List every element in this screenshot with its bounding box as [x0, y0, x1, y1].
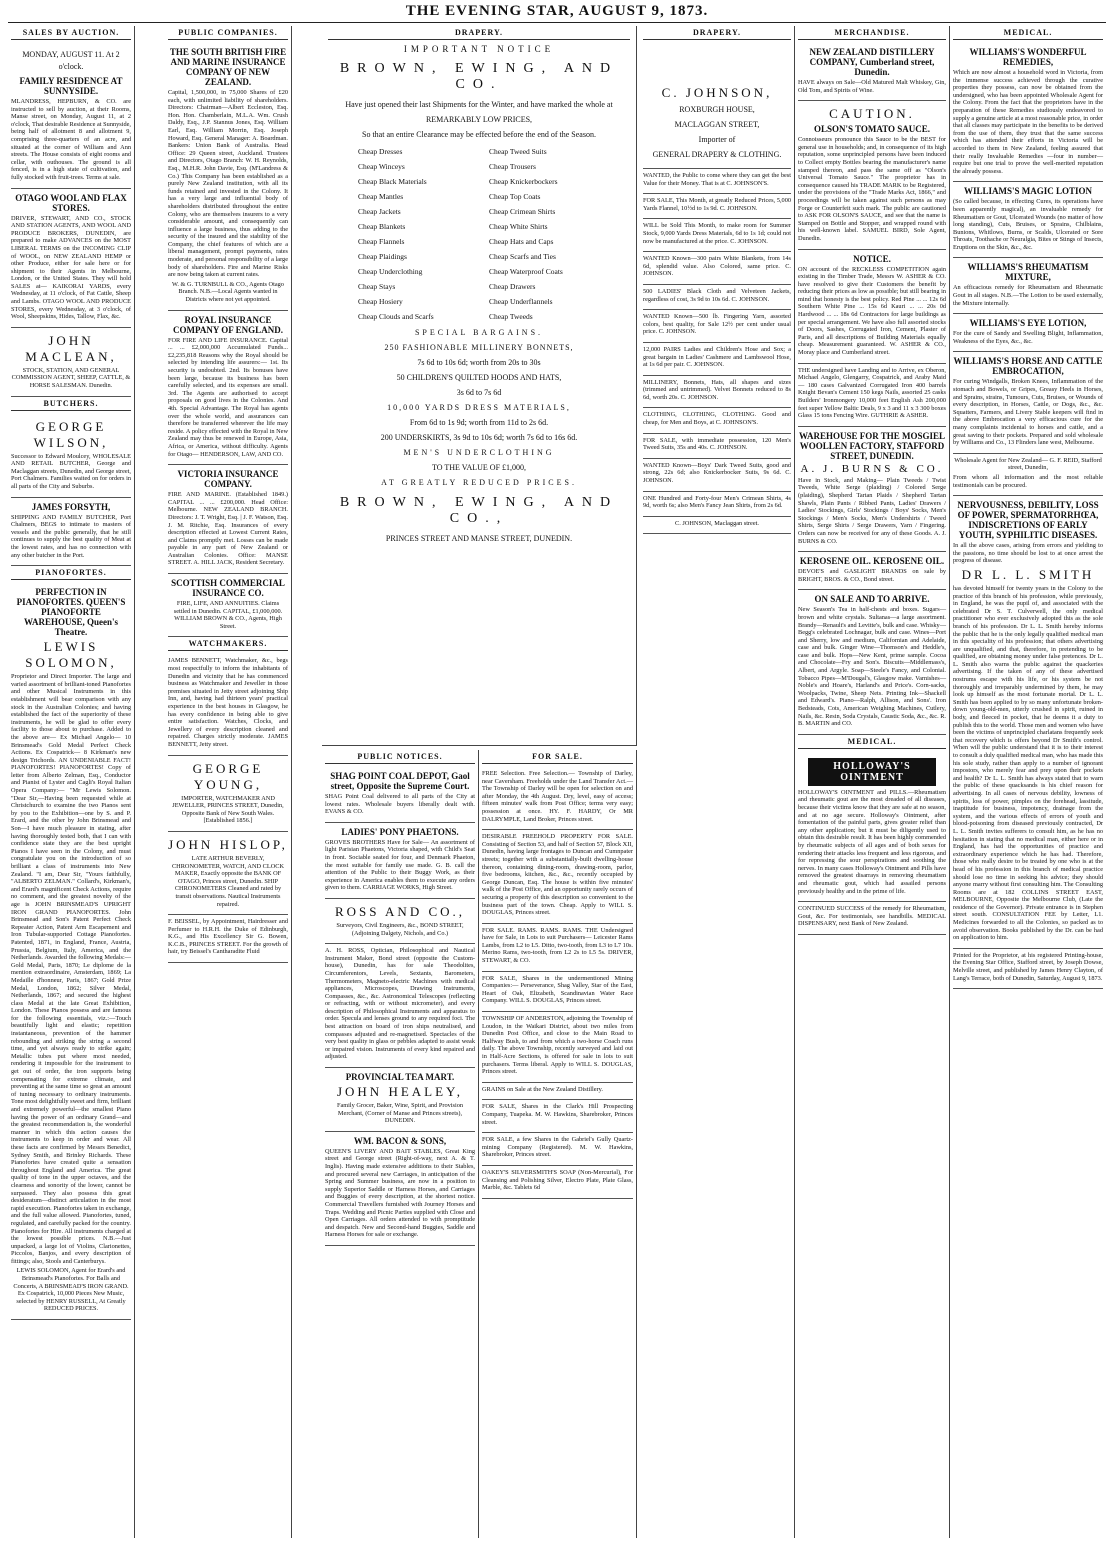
imprint: [953, 949, 1103, 989]
ad-title: PERFECTION IN PIANOFORTES. QUEEN'S PIANOFORTE WAREHOUSE, Queen's Theatre.: [16, 587, 126, 638]
firm-name: BROWN, EWING, AND CO.,: [339, 495, 619, 526]
ad-bacon-sons: [325, 1132, 475, 1246]
ad-johnson: [643, 169, 791, 194]
ad-george-young: [168, 756, 288, 832]
special-bargains: SPECIAL BARGAINS.: [414, 328, 544, 337]
ad-johnson-footer: [643, 517, 791, 535]
bargain-price: 7s 6d to 10s 6d; worth from 20s to 30s: [417, 358, 541, 367]
cheap-item: Cheap Hosiery: [358, 297, 403, 306]
cheap-item: Cheap Dresses: [358, 147, 403, 156]
ad-body: DESIRABLE FREEHOLD PROPERTY FOR SALE. Consisting of Section 53, and half of Section 57, Block XII, Dunedin, having large frontages to Duncan and Cumnpater streets; together with a substantially-built dwelling-house thereon, containing dining-room, drawing-room, parlor, five bedrooms, kitchen, &c., &c., recently occupied by George Duncan, Esq. The house is within five minutes' walk of the Post Office, and an opportunity rarely occurs of securing a property of this description so convenient to the business part of the town. Cheap. Apply to WILL S. DOUGLAS, Princes street.: [482, 833, 633, 917]
cheap-item: Cheap Waterproof Coats: [489, 267, 563, 276]
ad-continued-success: [798, 902, 946, 935]
cheap-item: Cheap Winceys: [358, 162, 405, 171]
ad-body: An efficacious remedy for Rheumatism and Rheumatic Gout in all stages. N.B.—The Lotion to be used externally, the Mixture internally.: [953, 284, 1103, 307]
ad-body: WILL be Sold This Month, to make room for Summer Stock, 9,000 Yards Dress Materials, 6d to 1s 1d; could not now be manufactured at the price. C. JOHNSON.: [643, 222, 791, 245]
ad-john-hislop: [168, 832, 288, 915]
column-merchandise: [795, 26, 950, 1538]
column-for-sale: [479, 750, 637, 1538]
firm-name: BROWN, EWING, AND CO.: [339, 61, 619, 92]
cheap-item: Cheap Black Materials: [358, 177, 427, 186]
ad-title: ROYAL INSURANCE COMPANY OF ENGLAND.: [173, 314, 283, 335]
ad-title: KEROSENE OIL. KEROSENE OIL.: [799, 556, 945, 567]
cheap-item: Cheap White Shirts: [489, 222, 548, 231]
ad-body: In all the above cases, arising from errors and yielding to the passions, no time should be lost to at once arrest the progress of disease.: [953, 542, 1103, 565]
ad-body: FOR SALE, Shares in the undermentioned Mining Companies:— Perseverance, Shag Valley, Star of the East, Heart of Oak, Elizabeth, Scandinavian Water Race Company. WILL S. DOUGLAS, Princes street.: [482, 974, 633, 1005]
ad-body: FOR SALE, with immediate possession, 120 Men's Tweed Suits, 35s and 40s. C. JOHNSON.: [643, 436, 791, 452]
ad-body: FREE Selection. Free Selection.— Township of Darley, near Caversham. Freeholds under the Land Transfer Act.— The Township of Darley will be open for selection on and after Monday, the 4th August. Dry, level, easy of access; fifteen minutes' walk from Post Office; terms very easy; possession at once. HY. F. HARDY, Or MR DALRYMPLE, Land Broker, Princes street.: [482, 770, 633, 823]
ad-body: SHAG Point Coal delivered to all parts of the City at lowest rates. Wholesale buyers liberally dealt with. EVANS & CO.: [325, 793, 475, 816]
ad-title: JOHN HISLOP,: [168, 836, 288, 852]
cheap-item: Cheap Hats and Caps: [489, 237, 554, 246]
clearance: So that an entire Clearance may be effected before the end of the Season.: [362, 130, 596, 139]
ad-body: WANTED Known—Boys' Dark Tweed Suits, good and strong, 22s 6d; also Knickerbocker Suits, 9s 6d. C. JOHNSON.: [643, 461, 791, 485]
ad-title: OTAGO WOOL AND FLAX STORES.: [15, 192, 127, 213]
bargain: 10,000 YARDS DRESS MATERIALS,: [387, 403, 571, 412]
ad-distillery: [798, 43, 946, 101]
ad-body: MLANDRESS, HEPBURN, & CO. are instructed to sell by auction, at their Rooms, Manse street, on Monday, August 11, at 2 o'clock, That desirable Residence at Sunnyside, being half of allotment 8 and allotment 9, comprising three-quarters of an acre, and situated at the corner of William and Ann streets. The House consists of eight rooms and cellar, with outhouses. The ground is all fenced, is in a high state of cultivation, and fully stocked with fruit-trees. Terms at sale.: [11, 98, 131, 181]
cheap-list-right: [489, 144, 600, 324]
bargain: 250 FASHIONABLE MILLINERY BONNETS,: [384, 343, 574, 352]
ad-johnson: [643, 343, 791, 376]
ad-shag-point: [325, 767, 475, 823]
ad-body: FOR SALE, This Month, at greatly Reduced Prices, 5,000 Yards Flannel, 10½d to 1s 9d. C. JOHNSON.: [643, 197, 791, 212]
ad-title: NOTICE.: [853, 253, 891, 264]
ad-title: GEORGE YOUNG,: [192, 760, 264, 792]
ad-holloway: [798, 752, 946, 902]
ad-guthrie-asher: [798, 364, 946, 427]
drapery-brown-ewing: [322, 26, 637, 746]
cheap-item: Cheap Underflannels: [489, 297, 553, 306]
ad-groves-brothers: [325, 823, 475, 899]
ad-body: Successor to Edward Moulcey, WHOLESALE AND RETAIL BUTCHER, George and Maclaggan streets, Dunedin, and George street, Port Chalmers. Families waited on for orders in all parts of the City and Suburbs.: [11, 452, 131, 490]
ad-body: 500 LADIES' Black Cloth and Velveteen Jackets, regardless of cost, 3s 9d to 10s 6d. C. JOHNSON.: [643, 287, 791, 303]
section-header: FOR SALE.: [482, 750, 633, 764]
ad-otago-wool: [11, 189, 131, 328]
ad-johnson: [643, 285, 791, 310]
ad-oakeys-soap: [482, 1166, 633, 1199]
ad-body: FOR SALE, a few Shares in the Gabriel's Gully Quartz-mining Company (Registered). M. W. Hawkins, Sharebroker, Princes street.: [482, 1136, 633, 1159]
column-drapery-johnson: [640, 26, 795, 1538]
newspaper-page: [8, 26, 1106, 1538]
section-header: PUBLIC NOTICES.: [325, 750, 475, 764]
ad-ross-and-co: [325, 899, 475, 944]
section-header: MEDICAL.: [953, 26, 1103, 40]
column-sales-by-auction: [8, 26, 135, 1538]
ad-name: DR L. L. SMITH: [961, 566, 1095, 582]
bargain: TO THE VALUE OF £1,000,: [431, 463, 527, 472]
bargain: 200 UNDERSKIRTS, 3s 9d to 10s 6d; worth 7s 6d to 16s 6d.: [380, 433, 578, 442]
section-header: SALES BY AUCTION.: [11, 26, 131, 40]
ad-body: CLOTHING, CLOTHING, CLOTHING. Good and cheap, for Men and Boys, at C. JOHNSON'S.: [643, 411, 791, 427]
section-header: PUBLIC COMPANIES.: [168, 26, 288, 40]
ad-body: Have in Stock, and Making— Plain Tweeds / Twist Tweeds, White Serge (plaiding) / Colored Serge (plaiding), Shepherd Tartan Plaids / Shepherd Tartan Shawls, Plain Pants / Ribbed Pants, Ladies' Drawers / Ladies' Stockings, Girls' Stockings / Boys' Socks, Men's Stockings / Men's Socks, Men's Undershirts / Tweed Shirts, Serge Shirts / Serge Drawers, Yarn / Fingering. Orders can now be received for any of these Goods. A. J. BURNS & CO.: [798, 476, 946, 545]
bargain: MEN'S UNDERCLOTHING: [403, 448, 555, 457]
ad-title: ON SALE AND TO ARRIVE.: [814, 594, 930, 605]
ad-body: GROVES BROTHERS Have for Sale— An assortment of light Parisian Phaetons, Victoria shaped, with Child's Seat in front. Sociable seated for four, and Denmark Phaeton, the most suitable for family use made. G. B. call the attention of the Public to their Buggy Work, as their experience in America enables them to execute any orders given to them. CARRIAGE WORKS, High Street.: [325, 838, 475, 892]
ad-body: F. BEISSEL, by Appointment, Hairdresser and Perfumer to H.R.H. the Duke of Edinburgh, K.G., and His Excellency Sir G. Bowen, K.C.B., PRINCES STREET. For the growth of hair, try Beissel's Cantharadite Fluid: [168, 918, 288, 956]
ad-james-bennett: [168, 654, 288, 755]
bargain-price: 3s 6d to 7s 6d: [456, 388, 502, 397]
ad-body: CONTINUED SUCCESS of the remedy for Rheumatism, Gout, &c. For testimonials, see handbills. MEDICAL DISPENSARY, next Bank of New Zealand.: [798, 905, 946, 928]
ad-title: LADIES' PONY PHAETONS.: [341, 826, 459, 837]
ad-grains: [482, 1083, 633, 1101]
ad-clarks-hill: [482, 1100, 633, 1133]
ad-lewis-solomon: [11, 583, 131, 1320]
section-header: PIANOFORTES.: [11, 566, 131, 580]
section-header: WATCHMAKERS.: [168, 637, 288, 651]
ad-body: IMPORTER, WATCHMAKER AND JEWELLER, PRINCES STREET, Dunedin, Opposite Bank of New South Wales. [Established 1856.]: [172, 794, 284, 825]
ad-body: Connoisseurs pronounce this Sauce to be the BEST for general use in households; and, in consequence of its high reputation, some unprincipled persons have been induced to Collect empty Bottles bearing the manufacturer's name stamped thereon, and pass the same off as "Olson's Universal Tomato Sauce." The proprietor has in consequence caused his TRADE MARK to be Registered, under the provisions of the "Trade Marks Act, 1866," and proceedings will be taken against such persons as may Forge or Counterfeit such mark. The public are cautioned to ASK FOR OLSON'S SAUCE, and see that the name is Stamped on Bottle and Stopper, and wrapped round with his well-known label. SAMUEL BIRD, Sole Agent, Dunedin.: [798, 136, 946, 242]
ad-magic-lotion: [953, 182, 1103, 258]
cheap-item: Cheap Drawers: [489, 282, 536, 291]
ad-body: Which are now almost a household word in Victoria, from the immense success achieved through the curative properties they possess, can now be obtained from the undersigned, who has been appointed Wholesale Agent for the Colony. From the fact that the proprietors have in the preparation of these Remedies studiously endeavored to supply a genuine article at a most reasonable price, in order that all classes may participate in the benefits to be derived from the use of them, they trust that the same success which has attended their efforts in Victoria will be accorded to them in New Zealand, feeling assured that their really Invaluable Remedies —four in number—require but one trial to prove the well-merited reputation the already possess.: [953, 69, 1103, 175]
ad-johnson: [643, 408, 791, 433]
ad-name: LEWIS SOLOMON,: [25, 639, 117, 671]
cheap-item: Cheap Mantles: [358, 192, 404, 201]
ad-title: WILLIAMS'S WONDERFUL REMEDIES,: [969, 47, 1087, 67]
ad-ross-optician: [325, 944, 475, 1068]
ad-title: CAUTION.: [829, 106, 915, 122]
ad-body: Surveyors, Civil Engineers, &c., BOND STREET, (Adjoining Dalgety, Nichols, and Co.): [336, 921, 464, 937]
ad-olson-sauce: [798, 101, 946, 249]
ad-name: JOHN HEALEY,: [336, 1084, 464, 1100]
printer-imprint: Printed for the Proprietor, at his registered Printing-house, the Evening Star Office, Stafford street, by Joseph Dowse, Melville street, and published by James Henry Clayton, of Lang's Terrace, both of Dunedin, Saturday, August 9, 1873.: [953, 951, 1103, 982]
ad-body: For curing Windgalls, Broken Knees, Inflammation of the stomach and Bowels, or Gripes, Greasy Heels in Horses, and Sprains, strains, Tumours, Cuts, Bruises, or Wounds of every description, in Horses, Cattle, or Dogs, &c., &c. Squatters, Farmers, and Livery Stable keepers will find in the above Embrocation a very efficacious cure for the many complaints incidental to horses and cattle, and a great saving to their pockets. Prepared and sold wholesale by Williams and Co., 13 Flinders lane west, Melbourne.: [953, 378, 1103, 447]
cheap-lists: [328, 144, 630, 324]
ad-body: THE undersigned have Landing and to Arrive, ex Oberon, Michael Angelo, Glengarry, Cospatrick, and Araby Maid— 180 cases Galvanized Corrugated Iron 400 barrels Knight Bevan's Cement 150 kegs Nails, assorted 25 casks Builders' Ironmongery 10,000 feet English Ash 200,000 feet super Yellow Baltic Deals, 9 x 3 and 11 x 3 300 boxes Glass 15 tons Fencing Wire. GUTHRIE & ASHER.: [798, 366, 946, 420]
ad-title: FAMILY RESIDENCE AT SUNNYSIDE.: [19, 76, 123, 96]
ad-general: GENERAL DRAPERY & CLOTHING.: [652, 150, 782, 159]
ad-mosgiel-warehouse: [798, 427, 946, 552]
cheap-item: Cheap Blankets: [358, 222, 406, 231]
column-medical: [950, 26, 1106, 1538]
notice-title: IMPORTANT NOTICE: [403, 44, 555, 54]
cheap-item: Cheap Scarfs and Ties: [489, 252, 556, 261]
ad-date: MONDAY, AUGUST 11. At 2 o'clock.: [22, 50, 120, 71]
ad-title: NERVOUSNESS, DEBILITY, LOSS OF POWER, SPERMATORRHŒA, INDISCRETIONS OF EARLY YOUTH, SYPHILITIC DISEASES.: [957, 500, 1099, 541]
ad-johnson: [643, 434, 791, 459]
ad-body: 12,000 PAIRS Ladies and Children's Hose and Sox; a great bargain in Ladies' Cashmere and Lambswool Hose, at 1s 6d per pair. C. JOHNSON.: [643, 345, 791, 369]
column-public-notices: [322, 750, 479, 1538]
ad-title: PROVINCIAL TEA MART.: [345, 1072, 455, 1083]
cheap-item: Cheap Crimean Shirts: [489, 207, 556, 216]
ad-title: C. JOHNSON,: [661, 85, 773, 100]
ad-body: For the cure of Sandy and Swelling Blight, Inflammation, Weakness of the Eyes, &c., &c.: [953, 330, 1103, 345]
ad-title: THE SOUTH BRITISH FIRE AND MARINE INSURANCE COMPANY OF NEW ZEALAND.: [169, 47, 287, 87]
ad-johnson: [643, 310, 791, 343]
ad-freehold-property: [482, 830, 633, 924]
ad-rams: [482, 924, 633, 972]
ad-body: Proprietor and Direct Importer. The large and varied assortment of brilliant-toned Pianofortes and other Musical Instruments in this establishment will bear comparison with any stock in the Australian Colonies; and having established the fact of the superiority of these instruments, he will be glad to offer every facility to those about to purchase. Added to the above are— Ex Michael Angelo— 10 Brinsmead's Gold Medal Perfect Check Actions. Ex Cospatrick— 8 Kirkman's new design Trichords. AN UNDENIABLE FACT! PIANOFORTES! PIANOFORTES! Copy of letter from Alberto Zelman, Esq., Conductor and Pianist of Lyster and Cagli's Royal Italian Opera Company:— "Mr Lewis Solomon. "Dear Sir,—Having been requested while at Christchurch to examine the two Pianos sent by you to the Exhibition—one by S. and P. Erard, and the other by John Brinsmead and Son—I have much pleasure in stating, after having thoroughly tested both, that I can with confidence state they are the best upright Pianos I have seen in the Colony, and must congratulate you on the introduction of so brilliant a class of instruments into New Zealand. "I am, Dear Sir, "Yours faithfully, "ALBERTO ZELMAN." Collard's, Kirkman's, and Erard's magnificent Check Actions, require no comment, and the greatest novelty of the age is JOHN BRINSMEAD'S UPRIGHT IRON GRAND PIANOFORTES. John Brinsmead and Son's Patent Perfect Check Repeater Action, Patent Arm Escapement and Iron Tubular-supported Cottage Pianofortes. Patented, 1871, in England, France, Austria, Prussia, Belgium, Italy, America, and the Netherlands. Awarded the following Medals:—Gold Medal, Paris, 1870; Le diplome de la mention extraordinaire, Amsterdam, 1869; La Medaille d'honneur, Paris, 1867; Gold Prize Medal, London, 1862; Silver Medal, Netherlands, 1867; and secured the highest class Medal at the late Great Exhibition, London. These Pianos possess and are famous for the following essentials, viz.:—Touch beautifully light and elastic; repetition instantaneous, prevention of the hammer rebounding and striking the string a second time, and yet always ready to strike again; Metallic tubes put where most needed, rendering it impossible for the instrument to get out of order, the iron supports being compensating for extreme climate, and preventing at the same time so great an amount of tuning necessary to ordinary instruments. Tone most delightfully sweet and firm, brilliant and extremely powerful—the smallest Piano having the power of an ordinary Grand—and the greatest recommendation is, the wonderful manner in which this action causes the instruments to keep in order and wear. All these facts are confirmed by Messrs Benedict, Sydney Smith, and Brinley Richards. These Pianofortes have created quite a sensation throughout England and America. The great quality of tone in the upper octaves, and the clearness and sonority of the lower, cannot be surpassed. They also possess this great desideratum—distinct articulation in the most rapid execution. Pianofortes taken in exchange, and the full value allowed. Pianofortes, tuned, regulated, and carefully packed for the country. Pianofortes for Hire. All instruments charged at the lowest possible prices. N.B.—Just unpacked, a large lot of Violins, Clarionettes, Piccolos, Banjos, and every description of fittings; also, Stools and Canterburys.: [11, 673, 131, 1265]
holloway-banner: HOLLOWAY'S OINTMENT: [808, 758, 936, 786]
cheap-item: Cheap Tweeds: [489, 312, 533, 321]
intro: Have just opened their last Shipments for the Winter, and have marked the whole at: [345, 100, 613, 109]
ad-williams-remedies: [953, 43, 1103, 182]
ad-scottish-commercial: [168, 574, 288, 637]
section-header: DRAPERY.: [328, 26, 630, 40]
cheap-item: Cheap Clouds and Scarfs: [358, 312, 434, 321]
section-header: BUTCHERS.: [11, 397, 131, 411]
ad-south-british: [168, 43, 288, 311]
ad-body: QUEEN'S LIVERY AND BAIT STABLES, Great King street and George street (Right-of-way, next A. & T. Inglis). Having made extensive additions to their Stables, and procured several new Carriages, in anticipation of the Spring and Summer business, are now in a position to supply Superior Saddle or Harness Horses, and Carriages and Buggies of every description, at the shortest notice. Commercial Travellers furnished with Journey Horses and Traps. Wedding and Picnic Parties supplied with Close and Open Carriages. All orders attended to with promptitude and despatch. New and Second-hand Buggies, Saddle and Harness Horses for sale or exchange.: [325, 1147, 475, 1239]
ad-title: SCOTTISH COMMERCIAL INSURANCE CO.: [171, 578, 285, 599]
section-header: MERCHANDISE.: [798, 26, 946, 40]
ad-title: GEORGE WILSON,: [33, 418, 109, 450]
ad-anderston: [482, 1012, 633, 1083]
ad-title: JOHN MACLEAN,: [25, 332, 117, 364]
ad-title: JAMES FORSYTH,: [31, 501, 111, 512]
ad-subtitle: OLSON'S TOMATO SAUCE.: [813, 124, 931, 135]
ad-beissel: [168, 915, 288, 963]
ad-body: WANTED, the Public to come where they can get the best Value for their Money. That is at C. JOHNSON'S.: [643, 172, 791, 187]
ad-title: WM. BACON & SONS,: [353, 1135, 447, 1146]
ad-dr-smith: [953, 496, 1103, 949]
ad-rheumatism-mixture: [953, 258, 1103, 314]
ad-body: WANTED Known—500 lb. Fingering Yarn, assorted colors, best quality, for Sale 12½ per cent under usual price. C. JOHNSON.: [643, 313, 791, 336]
ad-body: STOCK, STATION, AND GENERAL COMMISSION AGENT, SHEEP, CATTLE, & HORSE SALESMAN. Dunedin.: [11, 366, 131, 390]
cheap-item: Cheap Top Coats: [489, 192, 541, 201]
column-public-companies: [165, 26, 292, 1538]
ad-victoria-insurance: [168, 465, 288, 574]
ad-body: (So called because, in effecting Cures, its operations have been apparently magical), an invaluable remedy for Rheumatism or Gout, Ulcerated Wounds (no matter of how long standing), Cuts, Bruises, or Sprains, Chilblains, Bunions, Whitlows, Burns, or Scalds, Ulcerated or Sore Throats, Toothache or Neuralgia, Bites or Stings of Insects, Eruptions on the Skin, &c., &c.: [953, 198, 1103, 251]
ad-gabriels-gully: [482, 1133, 633, 1166]
ad-title: NEW ZEALAND DISTILLERY COMPANY, Cumberland street, Dunedin.: [809, 47, 935, 77]
ad-footer: LEWIS SOLOMON, Agent for Erard's and Brinsmead's Pianofortes. For Balls and Concerts, A BRINSMEAD'S IRON GRAND. Ex Cospatrick, 10,000 Pieces New Music, selected by HENRY RUSSELL, At Greatly REDUCED PRICES.: [13, 1267, 129, 1313]
ad-body: JAMES BENNETT, Watchmaker, &c., begs most respectfully to inform the inhabitants of Dunedin and vicinity that he has commenced business as Watchmaker and Jeweller in those premises situated in Jetty street adjoining Ship Inn, and, having had thirteen years' practical experience in the best houses in Glasgow, he has every confidence in being able to give entire satisfaction. Watches, Clocks, and Jewellery of every description cleaned and repaired. Charges strictly moderate. JAMES BENNETT, Jetty street.: [168, 657, 288, 748]
ad-body: ON account of the RECKLESS COMPETITION again existing in the Timber Trade, Messrs W. ASHER & CO. have resolved to give their Customers the benefit by reducing their prices as low as possible; but still bearing in mind that honesty is the best policy. Red Pine ... ... 12s 6d Southern White Pine ... 15s 6d Kauri ... ... 20s 0d Hardwood ... ... 18s 6d Contractors for large buildings as per special arrangement. We have also full assorted stocks of Doors, Sashes, Corrugated Iron, Cement, Plaster of Paris, and all descriptions of Building Materials equally cheap. Measurement guaranteed. W. ASHER & CO., Moray place and Cumberland street.: [798, 265, 946, 357]
cheap-item: Cheap Plaidings: [358, 252, 407, 261]
ad-reid-agent: [953, 454, 1103, 496]
ad-body: GRAINS on Sale at the New Zealand Distillery.: [482, 1085, 603, 1093]
ad-mining-shares: [482, 972, 633, 1012]
section-header: MEDICAL.: [798, 735, 946, 749]
ad-body: ONE Hundred and Forty-four Men's Crimean Shirts, 4s 9d, worth 6s; also Men's Fancy Jean Shirts, from 2s 6d.: [643, 494, 791, 510]
ad-royal-insurance: [168, 311, 288, 466]
bargain: 50 CHILDREN'S QUILTED HOODS AND HATS,: [396, 373, 562, 382]
masthead-rule: [8, 22, 1106, 23]
firm-address: PRINCES STREET AND MANSE STREET, DUNEDIN.: [385, 534, 573, 543]
ad-body: A. H. ROSS, Optician, Philosophical and Nautical Instrument Maker, Bond street (opposite the Custom-house), Dunedin, has for sale Theodolites, Circumferentors, Levels, Sextants, Barometers, Thermometers, Magneto-electric Machines with medical appliances, Microscopes, Drawing Instruments, Compasses, &c., &c. Astronomical Telescopes (reflecting or refracting, with or without micrometer), and every description of Philosophical Instruments and apparatus to order. Specula and lenses ground to any required foci. The best attraction on board of iron ships neutralised, and compasses adjusted and re-magnetised. Spectacles of the very best quality in glass or pebbles adapted to assist weak or impaired vision. Instruments of every kind repaired and adjusted.: [325, 947, 475, 1061]
ad-body: FOR SALE, Shares in the Clark's Hill Prospecting Company, Tuapeka. M. W. Hawkins, Sharebroker, Princes street.: [482, 1103, 633, 1126]
ad-body: DEVOE'S and GASLIGHT BRANDS on sale by BRIGHT, BROS. & CO., Bond street.: [798, 568, 946, 583]
ad-johnson: [643, 492, 791, 517]
ad-body: OAKEY'S SILVERSMITH'S SOAP (Non-Mercurial), For Cleansing and Polishing Silver, Electro Plate, Plate Glass, Marble, &c. Tablets 6d: [482, 1168, 633, 1192]
ad-title: Wholesale Agent for New Zealand— G. F. REID, Stafford street, Dunedin,: [954, 456, 1102, 472]
cheap-item: Cheap Tweed Suits: [489, 147, 547, 156]
low-prices: REMARKABLY LOW PRICES,: [425, 115, 533, 124]
ad-title: SHAG POINT COAL DEPOT, Gaol street, Opposite the Supreme Court.: [330, 771, 470, 791]
ad-body: FOR SALE. RAMS. RAMS. RAMS. THE Undersigned have for Sale, in Lots to suit Purchasers— Leicester Rams Lambs, from L2 to L5. Ditto, two-tooth, from L3 to L7 10s. Merino Rams, two-tooth, from L2 2s to L5 5s. DRIVER, STEWART, & CO.: [482, 926, 633, 965]
ad-body: DRIVER, STEWART, AND CO., STOCK AND STATION AGENTS, AND WOOL AND PRODUCE BROKERS, DUNEDIN, are prepared to make ADVANCES on the MOST LIBERAL TERMS on the INCOMING CLIP of WOOL, on NEW ZEALAND HEMP or other Produce, either for sale here or for shipment to their Agents in Melbourne, London, or the United States. They will hold SALES at— KAIKORAI YARDS, every Wednesday, at 11 o'clock, of Fat Cattle, Sheep and Lambs. OTAGO WOOL AND PRODUCE STORES, every Wednesday, at 3 o'clock, of Wool, Sheepskins, Hides, Tallow, Flax, &c.: [11, 214, 131, 321]
ad-johnson: [643, 252, 791, 285]
ad-on-sale-arrive: [798, 590, 946, 735]
ad-eye-lotion: [953, 314, 1103, 352]
ad-johnson: [643, 219, 791, 252]
ad-body: HOLLOWAY'S OINTMENT and PILLS.—Rheumatism and rheumatic gout are the most dreaded of all diseases, because their victims know that they are safe at no season, and at no age secure. Holloway's Ointment, after fomentation of the painful parts, gives greater relief than any other application; but it must be diligently used to obtain this desirable result. It has been highly commended by rheumatic subjects of all ages and of both sexes for rendering their attacks less frequent and less rigorous, and for repressing the sour perspirations and soothing the nerves. In many cases Holloway's Ointment and Pills have removed the greatest disarrays in removing rheumatism and rheumatic gout, which had assailed persons previously healthy and in the prime of life.: [798, 788, 946, 895]
bargain: AT GREATLY REDUCED PRICES.: [381, 478, 577, 487]
cheap-item: Cheap Stays: [358, 282, 396, 291]
ad-johnson: [643, 194, 791, 219]
ad-title: WILLIAMS'S HORSE AND CATTLE EMBROCATION,: [953, 356, 1103, 377]
cheap-item: Cheap Trousers: [489, 162, 536, 171]
ad-body: LATE ARTHUR BEVERLY, CHRONOMETER, WATCH, AND CLOCK MAKER, Exactly opposite the BANK OF OTAGO, Princes street, Dunedin. SHIP CHRONOMETERS Cleaned and rated by transit observations. Nautical Instruments repaired.: [171, 854, 284, 908]
ad-johnson: [643, 376, 791, 409]
ad-body: MILLINERY, Bonnets, Hats, all shapes and sizes (trimmed and untrimmed). Velvet Bonnets reduced to 8s 6d, worth 20s. C. JOHNSON.: [643, 378, 791, 401]
ad-john-maclean: [11, 328, 131, 397]
ad-title: ROSS AND CO.,: [334, 903, 466, 919]
ad-house: ROXBURGH HOUSE,: [679, 105, 755, 114]
ad-title: WAREHOUSE FOR THE MOSGIEL WOOLLEN FACTORY, STAFFORD STREET, DUNEDIN.: [798, 430, 946, 461]
ad-importer: Importer of: [698, 135, 736, 144]
cheap-item: Cheap Knickerbockers: [489, 177, 558, 186]
ad-title: WILLIAMS'S EYE LOTION,: [969, 318, 1087, 329]
ad-johnson: [643, 459, 791, 492]
ad-george-wilson: [11, 414, 131, 498]
ad-body: has devoted himself for twenty years in the Colony to the practice of this branch of his profession, while previously, in England, he was the pupil of, and associated with the celebrated Dr S. T. Culverwell, the only medical practitioner who ever exclusively adopted this as the sole branch of his profession. Dr L. L. Smith hereby informs the public that he is the only legally qualified medical man in this speciality of his profession; that others advertising are unqualified, and that, therefore, in pretending to be qualified, are obtaining money under false pretences. Dr L. L. Smith also warns the public against the quackeries advertising. If the taken of any of these advertised nostrums escape with his life, or his system be not thoroughly and irreparably undermined by them, he may look up himself as the most fortunate mortal. Dr L. L. Smith has been applied to by so many unfortunate broken-down young-old-men, utterly crushed in spirit, ruined in body, and fleeced in pocket, that he deems it a duty to publish this to the world. Those men and women who have been the victims of unprincipled charlatans frequently seek that recovery which is offers beyond Dr Smith's control. When will the public understand that it is to their interest to consult a duly qualified medical man, who has made this his sole study, rather than apply to a number of ignorant impostors, who merely fear and prey upon their pockets and health? Dr L. L. Smith has always stated that to warn the public of these quacksands is his chief reason for advertising. In all cases of nervous debility, lowness of spirits, loss of power, pimples on the forehead, lassitude, inaptitude for business, impotency, drainage from the system, and the various effects of errors of youth and blood-poisoning from diseased previously contracted, Dr L. L. Smith invites sufferers to consult him, as he has no hesitation in stating that no medical man, either here or in England, has had the opportunities of practice and extraordinary experience which he has had. Therefore, those who really desire to be treated by one who is at the head of his profession in this branch of medical practice should lose no time in seeking his advice; they should anyone marry without first consulting him. The Consulting Rooms are at 182 COLLINS STREET EAST, MELBOURNE, Opposite the Melbourne Club, (Late the residence of the Governor). Private entrance is in Stephen street south. CONSULTATION FEE by Letter, L1. Medicines forwarded to all the Colonies, so packed as to avoid observation. Books published by the Dr. can be had on application to him.: [953, 584, 1103, 942]
ad-body: FOR FIRE AND LIFE INSURANCE. Capital ... ... £2,000,000 Accumulated Funds... £2,235,818 Reasons why the Royal should be selected by intending life assurers:— 1st. Its security is undoubted. 2nd. Its bonuses have been large, because its business has been carefully selected, and its expenses are small. 3rd. The Agents are authorised to accept proposals on good lives in the Colonies. And 4th. Special Advantage. The Royal has agents over the whole world, and assurances can therefore be transferred wherever the life may reside. A policy effected with the Royal in New Zealand may thus be renewed in Europe, Asia, Africa, or America, without difficulty. Agents for Otago— HENDERSON, LAW, AND CO.: [168, 336, 288, 458]
ad-body: WANTED Known—300 pairs White Blankets, from 14s 6d, splendid value. Also Colored, same price. C. JOHNSON.: [643, 255, 791, 278]
ad-asher-notice: [798, 250, 946, 364]
ad-title: VICTORIA INSURANCE COMPANY.: [177, 469, 279, 490]
cheap-item: Cheap Flannels: [358, 237, 405, 246]
ad-horse-cattle: [953, 352, 1103, 453]
ad-body: New Season's Tea in half-chests and boxes. Sugars—brown and white crystals. Sultanas—a large assortment. Brandy—Renault's and Levitte's, bulk and case. Whisky—Begg's celebrated Lochnagar, bulk and case. Wines—Port and Sherry, low and medium, Californian and Adelaide, case and bulk. Ginger Wine—Thomson's and Heddle's, case and bulk. Hops—New Kent, prime sample. Cocoa and Chocolate—Fry and Son's. Biscuits—Middlemass's, Albert, and Argyle. Soap—Steele's Fancy, and Colonial. Tobacco Pipes—M'Dougal's, Glasgow make. Varnishes—Noble's and Hoare's, Harland's and Price's. Corn-sacks, Woolpacks, Twine, Sheep Nets. Printing Ink—Shackell and Edward's. Piano—Ralph, Allison, and Sons'. Iron Bedsteads, Cots, American Weighing Machines, Cutlery, Nails, &c. Resin, Soda Crystals, Caustic Soda, &c., &c. R. B. MARTIN and CO.: [798, 606, 947, 728]
ad-body: FIRE AND MARINE. (Established 1849.) CAPITAL ... ... £200,000. Head Office: Melbourne. NEW ZEALAND BRANCH. Directors: J. T. Wright, Esq. | J. F. Watson, Esq. J. M. Ritchie, Esq. Insurances of every description effected at Lowest Current Rates, and Claims promptly met. Losses can be made payable in any part of New Zealand or Australian Colonies. Office: MANSE STREET. A. HILL JACK, Resident Secretary.: [168, 491, 288, 567]
ad-footer: W. & G. TURNBULL & CO., Agents Otago Branch. N.B.—Local Agents wanted in Districts where not yet appointed.: [172, 280, 284, 304]
bargain-price: From 6d to 1s 9d; worth from 11d to 2s 6d.: [409, 418, 549, 427]
ad-body: Capital, 1,500,000, in 75,000 Shares of £20 each, with unlimited liability of shareholders. Directors: Chairman—Albert Eccleston, Esq. Hon. Hon. Chamberlain, M.L.A. Wm. Crush Daldy, Esq., J.P. Stannus Jones, Esq. William Earl, Esq. William Morrin, Esq. Joseph Howard, Esq. General Manager: A. Boardman. Bankers: Union Bank of Australia. Head Office: 29 Queen street, Auckland. Trustees and Directors, Otago Branch: W. H. Reynolds, Esq., M.H.R. John Davie, Esq. (M'Landress & Co.) This Company has been established as a purely New Zealand institution, with all its funds retained and invested in the Colony. It has a very large and influential body of shareholders distributed throughout the entire Colony, who are themselves insurers to a very considerable amount, and consequently can influence a large business, thus adding to the security of the insured and the stability of the Company, the chief features of which are a liberal management, prompt payments, rates moderate, and personal responsibility of a large body of shareholders. Fire and Marine Risks are now being taken at current rates.: [168, 89, 288, 279]
cheap-item: Cheap Underclothing: [358, 267, 423, 276]
ad-body: Family Grocer, Baker, Wine, Spirit, and Provision Merchant, (Corner of Manse and Princes streets), DUNEDIN.: [336, 1102, 464, 1125]
masthead: THE EVENING STAR, AUGUST 9, 1873.: [405, 3, 709, 19]
ad-footer: C. JOHNSON, Maclaggan street.: [675, 519, 759, 527]
ad-body: FIRE, LIFE, AND ANNUITIES. Claims settled in Dunedin. CAPITAL, £1,000,000. WILLIAM BROWN & CO., Agents, High Street.: [173, 600, 283, 630]
ad-title: WILLIAMS'S RHEUMATISM MIXTURE,: [967, 262, 1089, 283]
cheap-list-left: [358, 144, 469, 324]
ad-james-forsyth: [11, 498, 131, 567]
ad-kerosene: [798, 552, 946, 590]
ad-free-selection: [482, 767, 633, 830]
ad-title: WILLIAMS'S MAGIC LOTION: [963, 186, 1093, 197]
ad-body: From whom all information and the most reliable testimonials can be procured.: [953, 473, 1103, 489]
ad-johnson-main: [643, 43, 791, 169]
ad-street: MACLAGGAN STREET,: [674, 120, 760, 129]
ad-name: A. J. BURNS & CO.: [800, 462, 944, 475]
cheap-item: Cheap Jackets: [358, 207, 401, 216]
section-header: DRAPERY.: [643, 26, 791, 40]
ad-body: HAVE always on Sale—Old Matured Malt Whiskey, Gin, Old Tom, and Spirits of Wine.: [798, 79, 946, 94]
ad-body: SHIPPING AND FAMILY BUTCHER, Port Chalmers, BEGS to intimate to masters of vessels and the public generally, that he still continues to supply the best quality of Meat at the lowest rates, and has no connection with any other butcher in the Port.: [11, 513, 131, 559]
ad-family-residence: [11, 43, 131, 189]
ad-john-healey: [325, 1068, 475, 1132]
ad-body: TOWNSHIP OF ANDERSTON, adjoining the Township of Loudon, in the Waikari District, about two miles from Dunedin Post Office, and close to the Main Road to Halfway Bush, to and from which a two-horse Coach runs daily. The above Township, recently surveyed and laid out in Half-Acre Sections, is offered for sale in lots to suit purchasers. Terms liberal. Apply to WILL S. DOUGLAS, Princes street.: [482, 1015, 633, 1076]
